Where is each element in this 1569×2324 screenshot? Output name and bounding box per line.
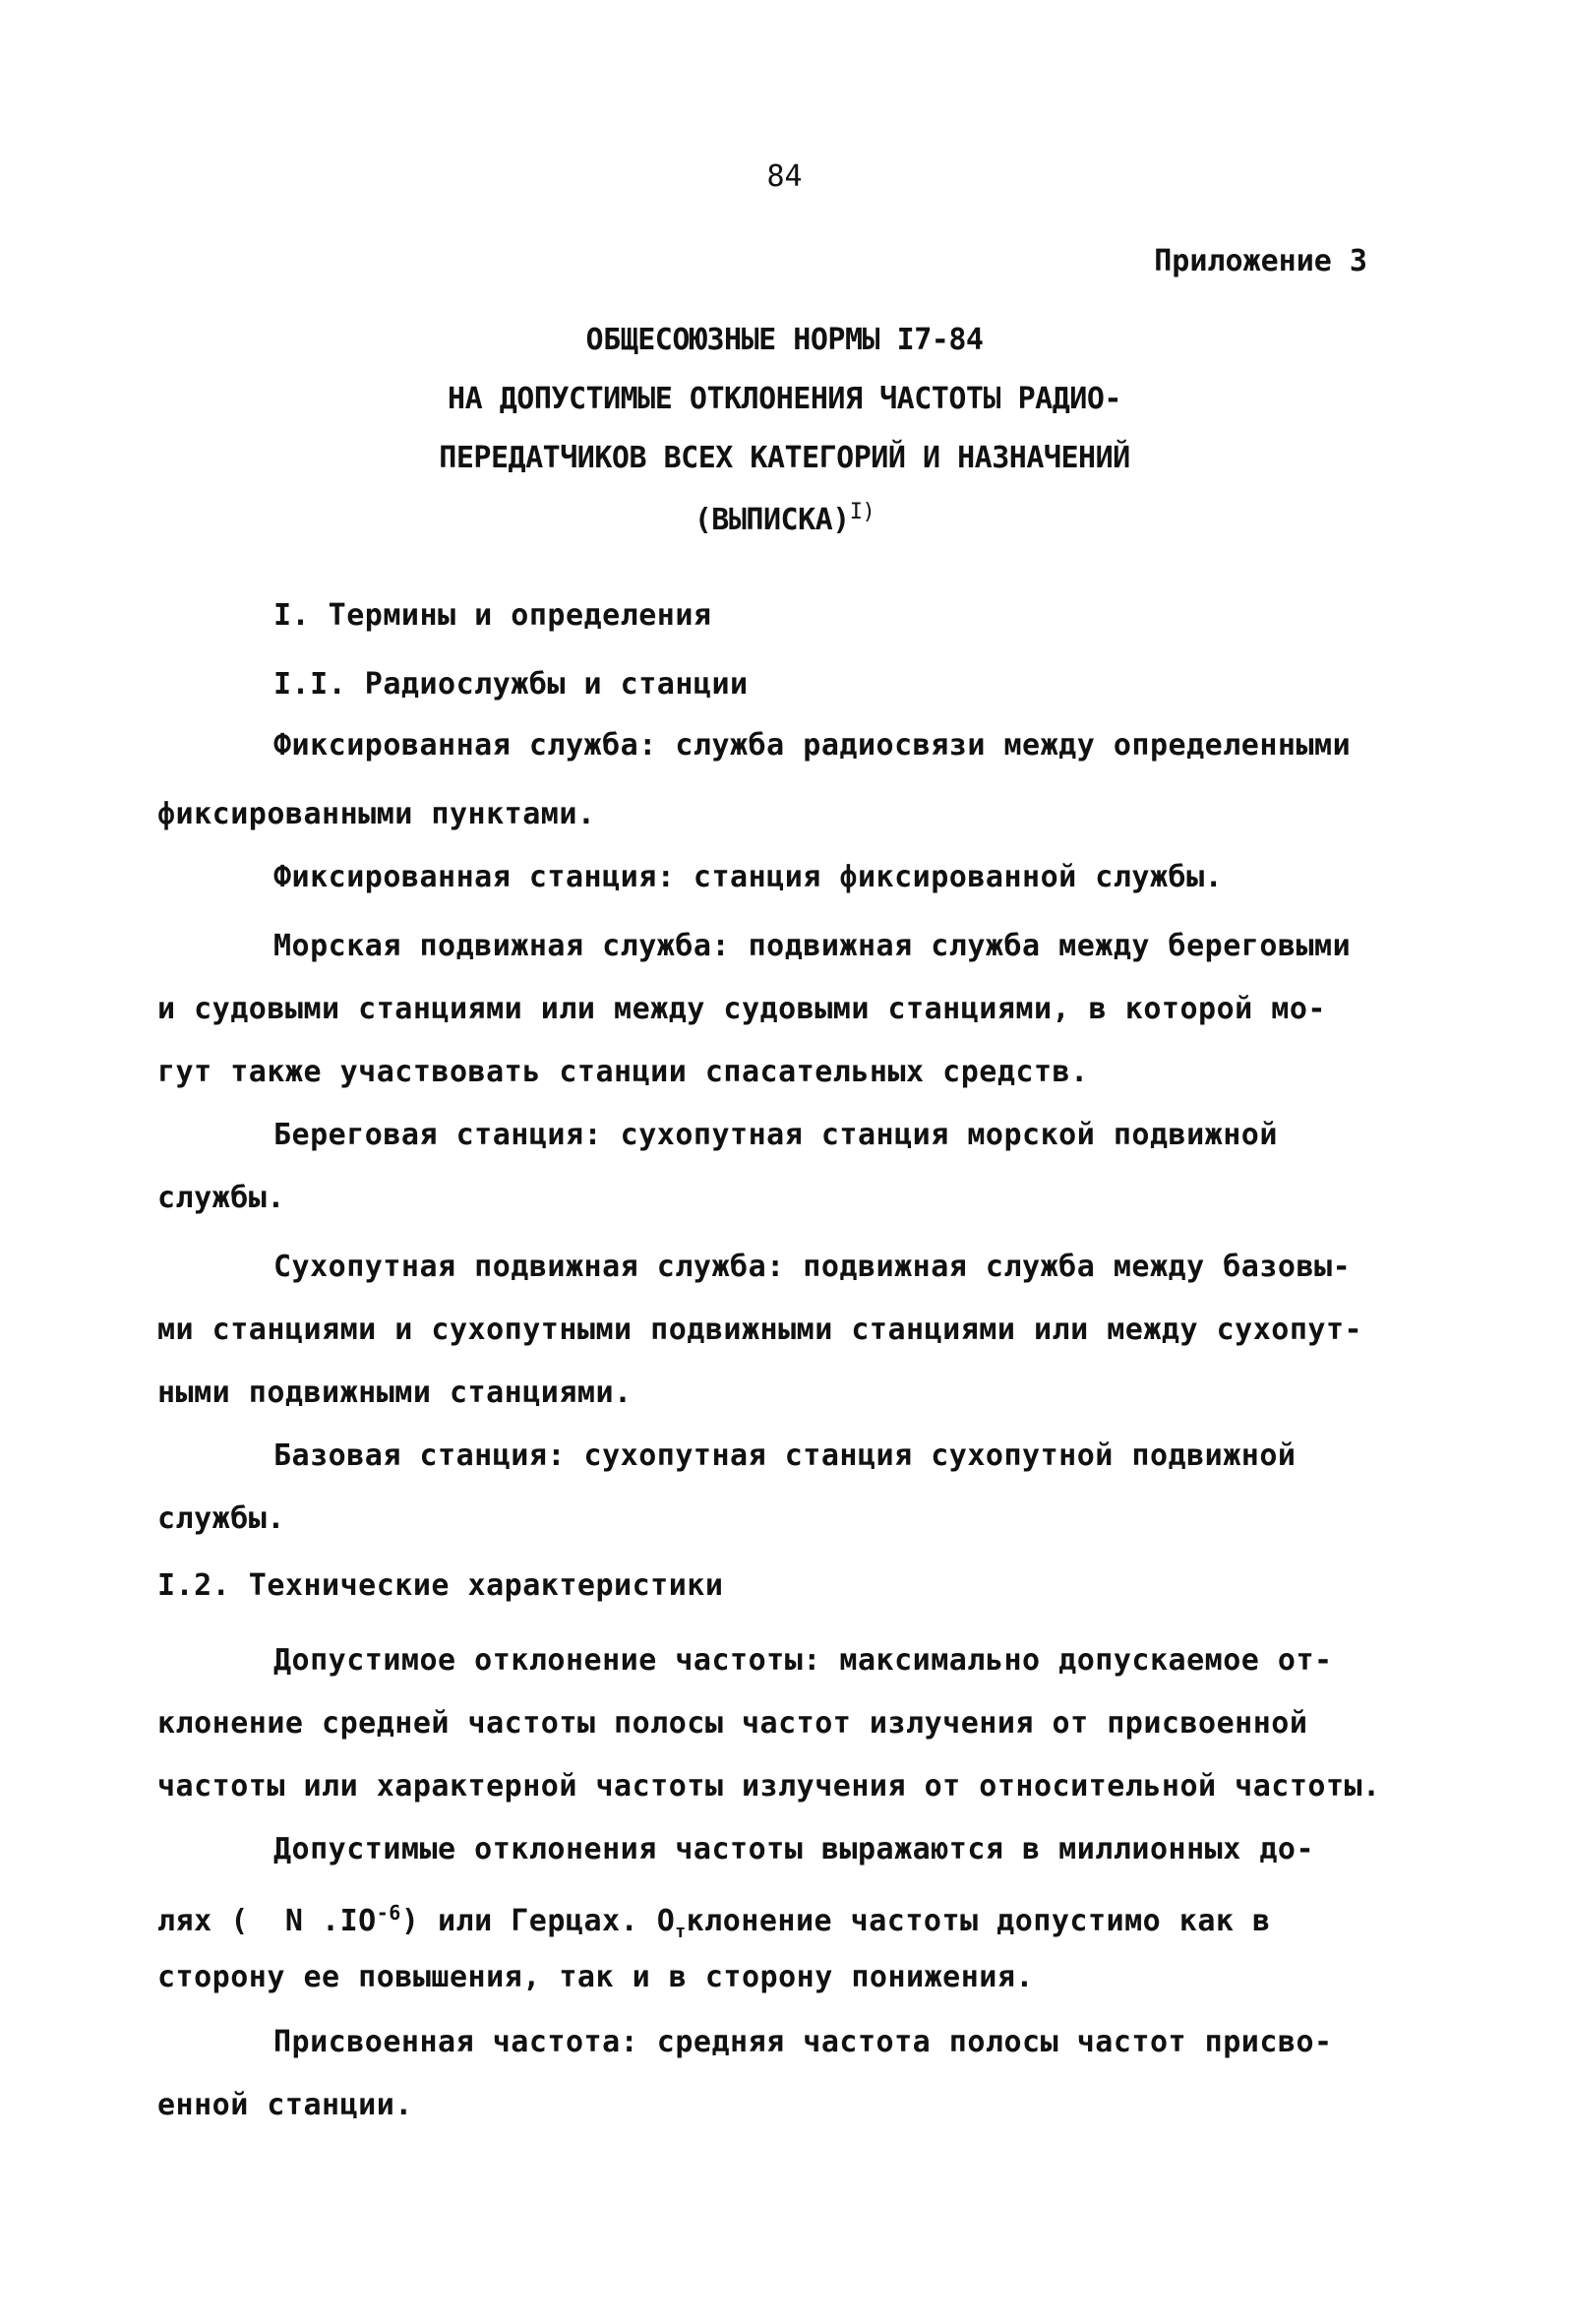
appendix-label: Приложение 3	[1154, 244, 1367, 278]
body-line: Береговая станция: сухопутная станция морской подвижной	[273, 1118, 1278, 1152]
text-run: лях ( N .IO	[157, 1904, 377, 1938]
body-line: частоты или характерной частоты излучения от относительной частоты.	[157, 1769, 1381, 1804]
body-line: Присвоенная частота: средняя частота полосы частот присво-	[273, 2025, 1333, 2059]
body-line: службы.	[157, 1181, 285, 1215]
body-line: Фиксированная станция: станция фиксированной службы.	[273, 860, 1224, 894]
text-run: клонение частоты допустимо как в	[686, 1904, 1271, 1938]
body-line: службы.	[157, 1501, 285, 1536]
text-run: ) или Герцах. О	[400, 1904, 676, 1938]
body-line: ми станциями и сухопутными подвижными станциями или между сухопут-	[157, 1313, 1363, 1347]
title-line-1: ОБЩЕСОЮЗНЫЕ НОРМЫ I7-84	[585, 323, 984, 357]
section-heading-1: I. Термины и определения	[273, 598, 712, 633]
body-line: Базовая станция: сухопутная станция сухопутной подвижной	[273, 1438, 1297, 1473]
body-line: енной станции.	[157, 2088, 413, 2122]
title-line-3: ПЕРЕДАТЧИКОВ ВСЕХ КАТЕГОРИЙ И НАЗНАЧЕНИЙ	[439, 441, 1130, 475]
title-line-4	[0, 500, 1569, 537]
body-line: Морская подвижная служба: подвижная служба между береговыми	[273, 929, 1352, 963]
body-line: Допустимые отклонения частоты выражаются в миллионных до-	[273, 1832, 1315, 1866]
body-line: клонение средней частоты полосы частот излучения от присвоенной	[157, 1706, 1308, 1741]
body-line: ными подвижными станциями.	[157, 1376, 633, 1410]
title-excerpt-label: (ВЫПИСКА)	[694, 503, 850, 537]
body-line: Допустимое отклонение частоты: максимально допускаемое от-	[273, 1643, 1333, 1678]
body-line: сторону ее повышения, так и в сторону понижения.	[157, 1960, 1034, 1994]
body-line: гут также участвовать станции спасательных средств.	[157, 1055, 1089, 1089]
section-heading-1-1: I.I. Радиослужбы и станции	[273, 667, 749, 702]
body-line: Фиксированная служба: служба радиосвязи между определенными	[273, 728, 1352, 763]
body-line-with-exponent	[157, 1893, 1271, 1952]
title-line-2: НА ДОПУСТИМЫЕ ОТКЛОНЕНИЯ ЧАСТОТЫ РАДИО-	[448, 382, 1121, 416]
page-number: 84	[766, 159, 803, 194]
body-line: фиксированными пунктами.	[157, 797, 596, 831]
title-footnote-mark: I)	[849, 500, 875, 524]
body-line: и судовыми станциями или между судовыми станциями, в которой мо-	[157, 992, 1326, 1026]
exponent: -6	[376, 1901, 401, 1925]
body-line: Сухопутная подвижная служба: подвижная служба между базовы-	[273, 1250, 1352, 1284]
subscript: т	[675, 1922, 687, 1942]
section-heading-1-2: I.2. Технические характеристики	[157, 1568, 724, 1603]
